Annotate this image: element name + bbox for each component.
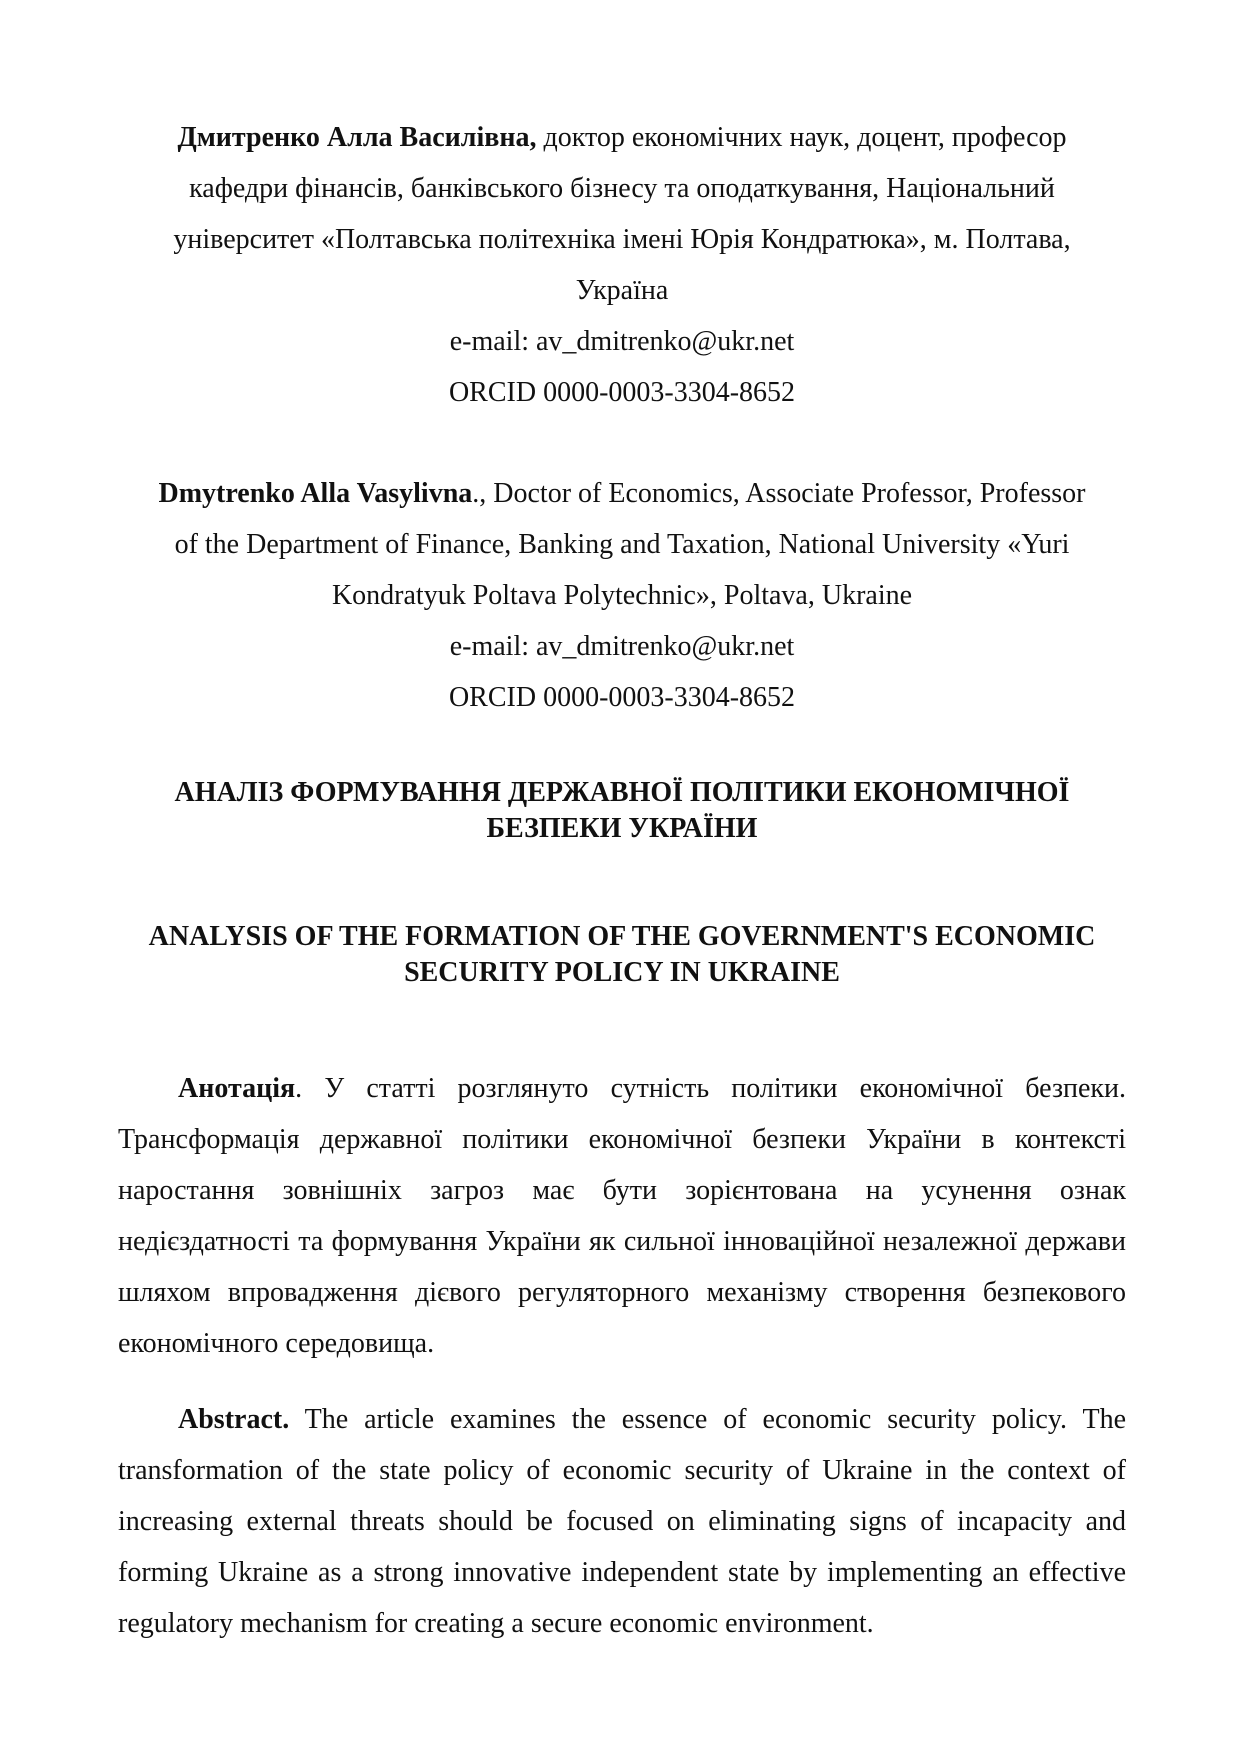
author-en-email: e-mail: av_dmitrenko@ukr.net [449,631,795,662]
author-uk-affiliation-3: університет «Полтавська політехніка імені Юрія Кондратюка», м. Полтава, [173,224,1071,255]
author-uk-orcid: ORCID 0000-0003-3304-8652 [448,377,796,408]
author-uk-affiliation-4: Україна [575,275,669,306]
author-en-line-1 [118,468,1126,519]
title-en-line-2: SECURITY POLICY IN UKRAINE [404,957,840,988]
author-block-en [118,468,1126,723]
author-block-uk [118,112,1126,418]
author-uk-name: Дмитренко Алла Василівна, [177,122,537,153]
abstract-label: Abstract. [178,1404,290,1435]
author-en-orcid: ORCID 0000-0003-3304-8652 [448,682,796,713]
annotation-label: Анотація [178,1073,296,1104]
document-page [118,112,1126,1649]
annotation-paragraph [118,1063,1126,1369]
annotation-text: . У статті розглянуто сутність політики економічної безпеки. Трансформація державної політики економічної безпеки України в контексті наростання зовнішніх загроз має бути зорієнтована на усунення ознак недієздатності та формування України як сильної інноваційної незалежної держави шляхом впровадження дієвого регуляторного механізму створення безпекового економічного середовища. [118,1073,1126,1359]
title-en-line-1: ANALYSIS OF THE FORMATION OF THE GOVERNMENT'S ECONOMIC [148,921,1096,952]
title-uk-line-1: АНАЛІЗ ФОРМУВАННЯ ДЕРЖАВНОЇ ПОЛІТИКИ ЕКОНОМІЧНОЇ [174,777,1070,808]
title-uk [118,775,1126,847]
abstract-text: The article examines the essence of economic security policy. The transformation of the state policy of economic security of Ukraine in the context of increasing external threats should be focused on eliminating signs of incapacity and forming Ukraine as a strong innovative independent state by implementing an effective regulatory mechanism for creating a secure economic environment. [118,1404,1126,1639]
author-uk-email: e-mail: av_dmitrenko@ukr.net [449,326,795,357]
author-uk-line-1 [118,112,1126,163]
abstract-paragraph [118,1394,1126,1649]
author-en-affiliation-1: ., Doctor of Economics, Associate Professor, Professor [472,478,1086,509]
title-en [118,919,1126,991]
author-en-affiliation-3: Kondratyuk Poltava Polytechnic», Poltava, Ukraine [331,580,913,611]
author-uk-affiliation-2: кафедри фінансів, банківського бізнесу та оподаткування, Національний [189,173,1055,204]
title-uk-line-2: БЕЗПЕКИ УКРАЇНИ [486,813,758,844]
author-en-name: Dmytrenko Alla Vasylivna [158,478,473,509]
author-uk-affiliation-1: доктор економічних наук, доцент, професор [536,122,1067,153]
author-en-affiliation-2: of the Department of Finance, Banking and Taxation, National University «Yuri [174,529,1070,560]
